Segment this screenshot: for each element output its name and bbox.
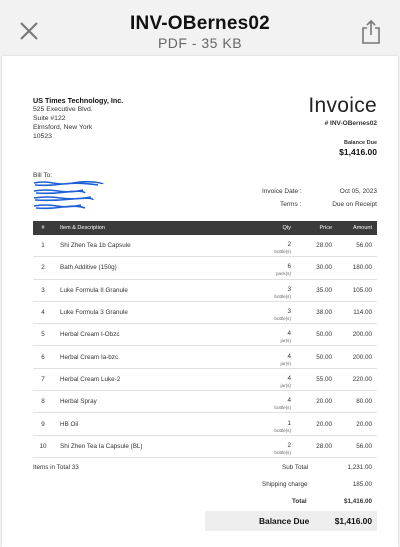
company-city: Elmsford, New York <box>33 124 93 131</box>
row-qty: 6 <box>287 263 291 271</box>
row-price: 20.00 <box>316 398 332 406</box>
row-qty: 4 <box>287 352 291 360</box>
row-amount: 180.00 <box>352 264 372 272</box>
header-price: Price <box>319 225 332 231</box>
invoice-date-label: Invoice Date : <box>262 188 302 195</box>
row-qty: 1 <box>287 419 291 427</box>
row-unit: bottle(s) <box>274 427 291 433</box>
row-unit: jar(s) <box>280 338 291 344</box>
row-description: Herbal Cream I-Obzc <box>60 331 120 339</box>
row-num: 3 <box>41 286 45 294</box>
row-num: 2 <box>41 264 45 272</box>
company-block <box>33 96 123 141</box>
row-price: 28.00 <box>316 242 332 250</box>
sub-total-value: 1,231.00 <box>347 464 372 471</box>
table-row <box>33 257 377 279</box>
row-description: Shi Zhen Tea 1b Capsule <box>60 242 131 250</box>
row-qty-cell <box>249 370 294 389</box>
row-num: 10 <box>39 442 47 450</box>
row-unit: jar(s) <box>280 382 291 388</box>
company-name: US Times Technology, Inc. <box>33 96 124 105</box>
row-description: Herbal Cream Luke-2 <box>60 375 121 383</box>
total-value: $1,416.00 <box>343 498 372 505</box>
table-body <box>33 235 377 458</box>
invoice-date-value: Oct 05, 2023 <box>339 188 377 195</box>
row-qty-cell <box>249 437 294 456</box>
sub-total-row <box>252 464 372 471</box>
row-qty: 4 <box>287 374 291 382</box>
row-price: 55.00 <box>316 375 332 383</box>
row-amount: 105.00 <box>352 286 372 294</box>
company-zip: 10523 <box>33 133 52 140</box>
row-num: 8 <box>41 398 45 406</box>
header-qty: Qty <box>282 225 291 231</box>
row-description: Herbal Spray <box>60 398 97 406</box>
row-amount: 114.00 <box>353 309 372 317</box>
row-price: 30.00 <box>316 264 332 272</box>
row-description: HB Oil <box>60 420 79 428</box>
row-amount: 20.00 <box>356 420 372 428</box>
invoice-heading: Invoice <box>308 94 377 117</box>
table-row <box>33 324 377 346</box>
table-row <box>33 280 377 302</box>
row-unit: bottle(s) <box>274 293 291 299</box>
table-row <box>33 413 377 435</box>
row-num: 9 <box>41 420 45 428</box>
row-num: 7 <box>41 375 45 383</box>
table-row <box>33 302 377 324</box>
row-price: 50.00 <box>316 331 332 339</box>
balance-due-bar-value: $1,416.00 <box>334 516 372 526</box>
terms-value: Due on Receipt <box>332 201 377 208</box>
row-num: 6 <box>41 353 45 361</box>
row-num: 4 <box>41 309 45 317</box>
row-amount: 80.00 <box>356 398 372 406</box>
row-price: 38.00 <box>316 309 332 317</box>
invoice-document[interactable] <box>2 56 398 547</box>
row-qty: 3 <box>287 285 291 293</box>
row-unit: bottle(s) <box>274 449 291 455</box>
redaction-scribble <box>33 180 105 212</box>
shipping-row <box>252 481 372 488</box>
row-qty: 3 <box>287 308 291 316</box>
row-qty-cell <box>249 236 294 255</box>
row-qty-cell <box>249 258 294 277</box>
row-amount: 56.00 <box>356 242 372 250</box>
row-qty-cell <box>249 392 294 411</box>
table-row <box>33 235 377 257</box>
header-desc: Item & Description <box>60 225 105 231</box>
bill-to-label: Bill To: <box>33 172 53 179</box>
row-qty: 4 <box>287 330 291 338</box>
company-address-1: 525 Executive Blvd. <box>33 106 93 113</box>
row-description: Shi Zhen Tea Ia Capsule (BL) <box>60 442 143 450</box>
document-subtitle: PDF - 35 KB <box>157 35 243 51</box>
row-price: 35.00 <box>316 286 332 294</box>
invoice-header <box>308 94 377 157</box>
row-unit: pack(s) <box>275 271 291 277</box>
table-row <box>33 391 377 413</box>
row-unit: bottle(s) <box>274 316 291 322</box>
table-row <box>33 346 377 368</box>
balance-due-label: Balance Due <box>343 140 377 146</box>
shipping-label: Shipping charge <box>262 481 308 488</box>
row-price: 50.00 <box>316 353 332 361</box>
invoice-date-row <box>262 185 377 198</box>
row-price: 28.00 <box>316 442 332 450</box>
row-qty: 4 <box>287 397 291 405</box>
items-table <box>33 221 377 458</box>
row-amount: 200.00 <box>352 353 372 361</box>
row-description: Luke Formula II Granule <box>60 286 128 294</box>
row-qty-cell <box>249 281 294 300</box>
items-in-total: Items in Total 33 <box>33 464 79 471</box>
row-description: Luke Formula 3 Granule <box>60 309 128 317</box>
row-num: 5 <box>41 331 45 339</box>
row-qty-cell <box>249 303 294 322</box>
total-row <box>252 498 372 505</box>
row-amount: 220.00 <box>352 375 372 383</box>
invoice-number: # INV-OBernes02 <box>324 120 377 127</box>
table-header <box>33 221 377 235</box>
top-bar <box>0 0 400 56</box>
share-icon[interactable] <box>359 19 383 45</box>
row-unit: bottle(s) <box>274 249 291 255</box>
balance-due-bar <box>205 511 377 531</box>
row-price: 20.00 <box>316 420 332 428</box>
shipping-value: 185.00 <box>352 481 372 488</box>
invoice-meta <box>262 185 377 211</box>
row-qty-cell <box>249 348 294 367</box>
table-row <box>33 436 377 458</box>
row-qty-cell <box>249 325 294 344</box>
balance-due-value: $1,416.00 <box>339 147 377 157</box>
company-address-2: Suite #122 <box>33 115 66 122</box>
terms-row <box>262 198 377 211</box>
row-qty: 2 <box>287 241 291 249</box>
row-description: Herbal Cream Ia-bzc <box>60 353 119 361</box>
document-title: INV-OBernes02 <box>130 13 270 34</box>
sub-total-label: Sub Total <box>282 464 309 471</box>
row-description: Bath Additive (150g) <box>60 264 117 272</box>
balance-due-bar-label: Balance Due <box>259 516 310 526</box>
row-amount: 56.00 <box>356 442 372 450</box>
terms-label: Terms : <box>280 201 302 208</box>
row-unit: jar(s) <box>280 360 291 366</box>
header-amount: Amount <box>353 225 372 231</box>
row-num: 1 <box>41 242 45 250</box>
row-qty-cell <box>249 415 294 434</box>
total-label: Total <box>292 498 307 505</box>
row-amount: 200.00 <box>352 331 372 339</box>
header-num: # <box>41 225 45 231</box>
row-qty: 2 <box>287 441 291 449</box>
row-unit: bottle(s) <box>274 405 291 411</box>
table-row <box>33 369 377 391</box>
